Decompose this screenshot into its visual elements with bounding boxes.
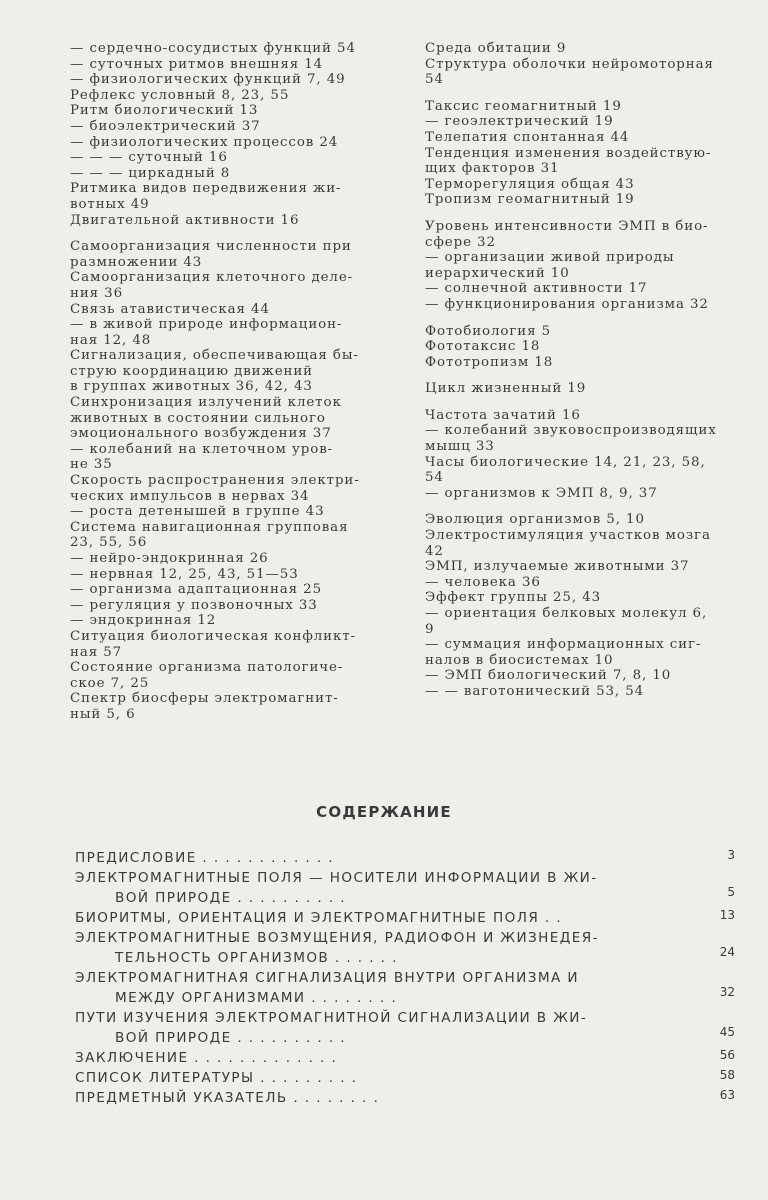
contents-entry-title: ЗАКЛЮЧЕНИЕ . . . . . . . . . . . . . [75,1050,338,1066]
index-line: — нейро-эндокринная 26 [70,551,269,566]
contents-entry-title: ВОЙ ПРИРОДЕ . . . . . . . . . . [115,890,347,906]
index-line: Синхронизация излучений клеток [70,395,342,411]
index-line: ЭМП, излучаемые животными 37 [425,559,690,575]
index-line: — функционирования организма 32 [425,296,709,312]
index-line: — в живой природе информацион- [70,317,343,333]
index-line: Скорость распространения электри- [70,473,360,489]
index-line: — нервная 12, 25, 43, 51—53 [70,566,299,582]
index-line: ный 5, 6 [70,706,136,722]
index-line: ское 7, 25 [70,675,150,691]
index-line: Среда обитации 9 [425,41,567,56]
index-line: иерархический 10 [425,265,570,281]
contents-title: СОДЕРЖАНИЕ [316,803,452,821]
index-line: Самоорганизация клеточного деле- [70,270,354,286]
index-line: — ориентация белковых молекул 6, [425,606,708,621]
contents-entry[interactable] [75,928,735,968]
index-line: ная 57 [70,644,123,660]
index-group-gap [425,88,725,99]
contents-entry-title: ПУТИ ИЗУЧЕНИЯ ЭЛЕКТРОМАГНИТНОЙ СИГНАЛИЗАЦИИ В ЖИ- [75,1010,588,1026]
contents-page-number: 13 [719,908,735,922]
index-line: 23, 55, 56 [70,535,148,551]
index-line: Уровень интенсивности ЭМП в био- [425,218,709,234]
index-line: мышц 33 [425,439,495,455]
contents-entry[interactable] [75,1008,735,1048]
index-line: — человека 36 [425,574,541,590]
index-line: Частота зачатий 16 [425,407,581,423]
index-line: Состояние организма патологиче- [70,660,344,676]
contents-entry-title: ЭЛЕКТРОМАГНИТНАЯ СИГНАЛИЗАЦИЯ ВНУТРИ ОРГАНИЗМА И [75,970,579,986]
table-of-contents [75,848,735,1108]
index-line: 42 [425,543,444,559]
index-line: — организма адаптационная 25 [70,582,322,598]
index-group-gap [425,313,725,324]
contents-page-number: 45 [719,1025,735,1039]
index-line: Фототаксис 18 [425,339,541,355]
index-line: — регуляция у позвоночных 33 [70,597,318,613]
index-line: ческих импульсов в нервах 34 [70,488,310,504]
contents-entry[interactable] [75,1088,735,1108]
index-line: Электростимуляция участков мозга [425,528,711,544]
index-line: Таксис геомагнитный 19 [425,98,622,114]
index-line: налов в биосистемах 10 [425,652,614,668]
index-line: 54 [425,470,444,486]
index-line: Цикл жизненный 19 [425,381,587,397]
contents-entry[interactable] [75,1068,735,1088]
index-line: — суточных ритмов внешняя 14 [70,56,324,72]
index-line: Тенденция изменения воздействую- [425,145,712,161]
index-line: струю координацию движений [70,363,313,379]
index-line: — организации живой природы [425,250,675,266]
index-line: Спектр биосферы электромагнит- [70,691,339,707]
index-line: — геоэлектрический 19 [425,114,614,130]
index-line: — колебаний на клеточном уров- [70,441,334,457]
contents-page-number: 63 [719,1088,735,1102]
index-line: Фотобиология 5 [425,323,552,339]
index-line: в группах животных 36, 42, 43 [70,379,313,395]
contents-entry-title: ПРЕДМЕТНЫЙ УКАЗАТЕЛЬ . . . . . . . . [75,1090,380,1106]
contents-page-number: 58 [719,1068,735,1082]
index-line: — биоэлектрический 37 [70,118,261,134]
index-line: — сердечно-сосудистых функций 54 [70,41,356,56]
index-line: Эволюция организмов 5, 10 [425,512,645,528]
index-line: Телепатия спонтанная 44 [425,129,630,145]
index-group-gap [425,208,725,219]
index-line: Ритмика видов передвижения жи- [70,181,342,197]
index-line: щих факторов 31 [425,161,560,177]
index-line: — — ваготонический 53, 54 [425,683,645,699]
contents-entry[interactable] [75,968,735,1008]
contents-entry-title: СПИСОК ЛИТЕРАТУРЫ . . . . . . . . . [75,1070,358,1086]
index-line: — физиологических процессов 24 [70,134,339,150]
index-line: Ритм биологический 13 [70,103,259,119]
contents-entry-title: БИОРИТМЫ, ОРИЕНТАЦИЯ И ЭЛЕКТРОМАГНИТНЫЕ ПОЛЯ . . [75,910,563,926]
index-line: животных в состоянии сильного [70,410,326,426]
index-line: эмоционального возбуждения 37 [70,426,332,442]
index-group-gap [425,397,725,408]
index-line: размножении 43 [70,254,203,270]
index-line: Структура оболочки нейромоторная [425,56,714,72]
index-line: 9 [425,621,435,637]
contents-entry-title: ЭЛЕКТРОМАГНИТНЫЕ ВОЗМУЩЕНИЯ, РАДИОФОН И ЖИЗНЕДЕЯ- [75,930,599,946]
index-line: ная 12, 48 [70,332,152,348]
contents-entry-title: ПРЕДИСЛОВИЕ . . . . . . . . . . . . [75,850,334,866]
contents-page-number: 5 [727,885,735,899]
contents-page-number: 3 [727,848,735,862]
contents-page-number: 56 [719,1048,735,1062]
index-line: — суммация информационных сиг- [425,637,702,653]
index-line: не 35 [70,457,113,473]
contents-page-number: 32 [719,985,735,999]
index-line: Терморегуляция общая 43 [425,176,635,192]
index-line: — физиологических функций 7, 49 [70,72,346,88]
contents-entry[interactable] [75,868,735,908]
contents-entry[interactable] [75,848,735,868]
index-line: Сигнализация, обеспечивающая бы- [70,348,359,364]
index-line: 54 [425,72,444,88]
index-line: Связь атавистическая 44 [70,301,270,317]
index-line: Система навигационная групповая [70,519,349,535]
index-line: Ситуация биологическая конфликт- [70,628,356,644]
index-line: — колебаний звуковоспроизводящих [425,423,717,439]
index-column-left [70,41,370,723]
contents-entry-title: ЭЛЕКТРОМАГНИТНЫЕ ПОЛЯ — НОСИТЕЛИ ИНФОРМАЦИИ В ЖИ- [75,870,598,886]
index-line: — — — суточный 16 [70,150,228,166]
index-group-gap [425,501,725,512]
contents-page-number: 24 [719,945,735,959]
index-line: — эндокринная 12 [70,613,217,629]
contents-entry-title: ВОЙ ПРИРОДЕ . . . . . . . . . . [115,1030,347,1046]
index-line: — — — циркадный 8 [70,165,231,181]
index-group-gap [70,228,370,239]
index-line: Эффект группы 25, 43 [425,590,601,606]
index-line: Двигательной активности 16 [70,212,300,228]
index-line: сфере 32 [425,234,496,250]
index-line: Фототропизм 18 [425,354,554,370]
contents-entry-title: ТЕЛЬНОСТЬ ОРГАНИЗМОВ . . . . . . [115,950,398,966]
index-line: Самоорганизация численности при [70,239,352,255]
index-group-gap [425,370,725,381]
index-line: — солнечной активности 17 [425,281,648,297]
contents-entry-title: МЕЖДУ ОРГАНИЗМАМИ . . . . . . . . [115,990,398,1006]
index-line: — роста детенышей в группе 43 [70,504,325,520]
index-line: Рефлекс условный 8, 23, 55 [70,87,290,103]
index-line: — ЭМП биологический 7, 8, 10 [425,668,672,684]
index-column-right [425,41,725,700]
index-line: Тропизм геомагнитный 19 [425,192,635,208]
index-line: Часы биологические 14, 21, 23, 58, [425,454,706,470]
index-line: ния 36 [70,285,123,301]
index-line: вотных 49 [70,196,150,212]
contents-entry[interactable] [75,908,735,928]
index-line: — организмов к ЭМП 8, 9, 37 [425,485,658,501]
contents-entry[interactable] [75,1048,735,1068]
